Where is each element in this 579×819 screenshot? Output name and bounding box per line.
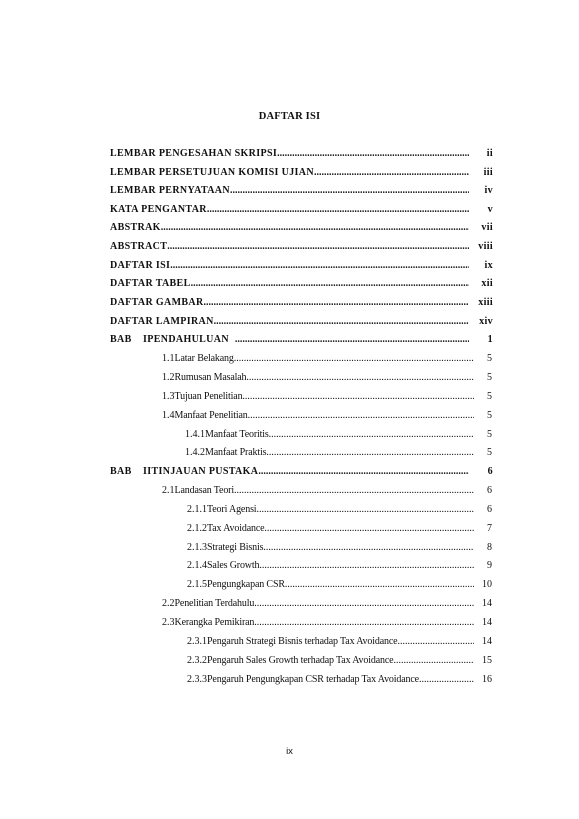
- toc-subsection-entry[interactable]: [162, 410, 492, 422]
- toc-subsection-entry[interactable]: [162, 485, 492, 497]
- toc-subsection-entry[interactable]: [187, 674, 492, 686]
- toc-label: ABSTRAK: [110, 222, 161, 233]
- chapter-number: BAB I: [110, 334, 148, 345]
- chapter-number: BAB II: [110, 466, 152, 477]
- toc-subsection-entry[interactable]: [185, 447, 492, 459]
- toc-subsection-entry[interactable]: [187, 579, 492, 591]
- toc-page-number: 1: [487, 334, 493, 345]
- dot-leader: [234, 353, 474, 365]
- toc-subsection-entry[interactable]: [187, 560, 492, 572]
- toc-entry[interactable]: [110, 148, 493, 160]
- dot-leader: [167, 241, 469, 253]
- toc-page-number: vii: [481, 222, 493, 233]
- toc-page-number: iii: [483, 167, 493, 178]
- dot-leader: [393, 655, 474, 667]
- dot-leader: [230, 185, 469, 197]
- toc-label: Kerangka Pemikiran: [174, 617, 255, 628]
- section-number: 2.3.1: [187, 636, 207, 647]
- toc-page-number: 6: [487, 485, 492, 496]
- dot-leader: [419, 674, 474, 686]
- toc-subsection-entry[interactable]: [187, 523, 492, 535]
- toc-page-number: 5: [487, 447, 492, 458]
- toc-page-number: xii: [481, 278, 493, 289]
- toc-label: Tujuan Penelitian: [174, 391, 243, 402]
- toc-label: ABSTRACT: [110, 241, 168, 252]
- toc-label: Teori Agensi: [207, 504, 257, 515]
- toc-page-number: 14: [482, 636, 492, 647]
- toc-chapter-entry[interactable]: [110, 466, 493, 478]
- toc-page-number: 5: [487, 372, 492, 383]
- dot-leader: [258, 466, 469, 478]
- toc-page-number: 9: [487, 560, 492, 571]
- toc-page-number: viii: [478, 241, 493, 252]
- toc-page-number: iv: [484, 185, 493, 196]
- toc-label: DAFTAR ISI: [110, 260, 171, 271]
- section-number: 2.2: [162, 598, 175, 609]
- dot-leader: [254, 598, 474, 610]
- section-number: 1.1: [162, 353, 175, 364]
- dot-leader: [259, 560, 474, 572]
- dot-leader: [191, 278, 469, 290]
- section-number: 1.4: [162, 410, 175, 421]
- toc-label: TINJAUAN PUSTAKA: [151, 466, 259, 477]
- toc-label: Sales Growth: [207, 560, 260, 571]
- section-number: 1.3: [162, 391, 175, 402]
- toc-subsection-entry[interactable]: [162, 353, 492, 365]
- toc-label: LEMBAR PERSETUJUAN KOMISI UJIAN: [110, 167, 314, 178]
- toc-entry[interactable]: [110, 297, 493, 309]
- dot-leader: [277, 148, 469, 160]
- toc-entry[interactable]: [110, 222, 493, 234]
- toc-label: Penelitian Terdahulu: [174, 598, 255, 609]
- toc-entry[interactable]: [110, 278, 493, 290]
- dot-leader: [207, 204, 469, 216]
- toc-page-number: xiv: [479, 316, 493, 327]
- dot-leader: [269, 429, 474, 441]
- toc-label: DAFTAR GAMBAR: [110, 297, 204, 308]
- dot-leader: [256, 504, 474, 516]
- toc-label: Latar Belakang: [174, 353, 234, 364]
- toc-page-number: 10: [482, 579, 492, 590]
- toc-page-number: v: [487, 204, 493, 215]
- dot-leader: [263, 542, 474, 554]
- toc-label: Rumusan Masalah: [174, 372, 247, 383]
- toc-page-number: xiii: [478, 297, 493, 308]
- toc-label: Strategi Bisnis: [207, 542, 264, 553]
- toc-page-number: 7: [487, 523, 492, 534]
- section-number: 2.1.2: [187, 523, 207, 534]
- toc-subsection-entry[interactable]: [187, 655, 492, 667]
- toc-subsection-entry[interactable]: [187, 504, 492, 516]
- toc-page-number: 14: [482, 617, 492, 628]
- toc-label: Pengaruh Sales Growth terhadap Tax Avoidance: [207, 655, 394, 666]
- toc-entry[interactable]: [110, 204, 493, 216]
- dot-leader: [204, 297, 469, 309]
- section-number: 2.3.2: [187, 655, 207, 666]
- toc-label: Manfaat Penelitian: [174, 410, 248, 421]
- section-number: 2.1.1: [187, 504, 207, 515]
- toc-label: Tax Avoidance: [207, 523, 265, 534]
- toc-page-number: 5: [487, 353, 492, 364]
- section-number: 2.1.5: [187, 579, 207, 590]
- toc-label: Pengaruh Strategi Bisnis terhadap Tax Avoidance: [207, 636, 398, 647]
- section-number: 2.1: [162, 485, 175, 496]
- toc-entry[interactable]: [110, 185, 493, 197]
- toc-label: DAFTAR LAMPIRAN: [110, 316, 214, 327]
- toc-label: LEMBAR PENGESAHAN SKRIPSI: [110, 148, 278, 159]
- dot-leader: [234, 485, 474, 497]
- section-number: 1.4.2: [185, 447, 205, 458]
- toc-page-number: 5: [487, 391, 492, 402]
- toc-page-number: ii: [486, 148, 493, 159]
- toc-subsection-entry[interactable]: [162, 372, 492, 384]
- toc-page-number: 8: [487, 542, 492, 553]
- toc-subsection-entry[interactable]: [187, 636, 492, 648]
- dot-leader: [242, 391, 474, 403]
- dot-leader: [246, 372, 474, 384]
- toc-label: Manfaat Teoritis: [205, 429, 269, 440]
- page-title: DAFTAR ISI: [258, 111, 321, 122]
- toc-subsection-entry[interactable]: [162, 598, 492, 610]
- page-number-footer: ix: [286, 746, 293, 757]
- section-number: 2.1.4: [187, 560, 207, 571]
- section-number: 1.4.1: [185, 429, 205, 440]
- section-number: 2.1.3: [187, 542, 207, 553]
- dot-leader: [266, 447, 474, 459]
- toc-label: LEMBAR PERNYATAAN: [110, 185, 230, 196]
- toc-page-number: 16: [482, 674, 492, 685]
- dot-leader: [161, 222, 469, 234]
- toc-page-number: 5: [487, 410, 492, 421]
- toc-page-number: 6: [487, 504, 492, 515]
- dot-leader: [397, 636, 474, 648]
- toc-entry[interactable]: [110, 167, 493, 179]
- dot-leader: [214, 316, 469, 328]
- toc-label: Manfaat Praktis: [205, 447, 267, 458]
- dot-leader: [314, 167, 469, 179]
- toc-page-number: 5: [487, 429, 492, 440]
- toc-entry[interactable]: [110, 241, 493, 253]
- dot-leader: [235, 334, 469, 346]
- toc-entry[interactable]: [110, 260, 493, 272]
- toc-subsection-entry[interactable]: [162, 391, 492, 403]
- dot-leader: [285, 579, 474, 591]
- toc-chapter-entry[interactable]: [110, 334, 493, 346]
- toc-label: Pengungkapan CSR: [207, 579, 285, 590]
- toc-label: Landasan Teori: [174, 485, 234, 496]
- toc-page-number: ix: [484, 260, 493, 271]
- dot-leader: [248, 410, 474, 422]
- section-number: 2.3.3: [187, 674, 207, 685]
- section-number: 2.3: [162, 617, 175, 628]
- toc-subsection-entry[interactable]: [187, 542, 492, 554]
- toc-label: KATA PENGANTAR: [110, 204, 207, 215]
- toc-page-number: 6: [487, 466, 493, 477]
- toc-subsection-entry[interactable]: [185, 429, 492, 441]
- toc-subsection-entry[interactable]: [162, 617, 492, 629]
- toc-page-number: 15: [482, 655, 492, 666]
- section-number: 1.2: [162, 372, 175, 383]
- dot-leader: [254, 617, 474, 629]
- toc-label: PENDAHULUAN: [147, 334, 229, 345]
- toc-page-number: 14: [482, 598, 492, 609]
- dot-leader: [264, 523, 474, 535]
- dot-leader: [170, 260, 469, 272]
- toc-label: DAFTAR TABEL: [110, 278, 191, 289]
- toc-entry[interactable]: [110, 316, 493, 328]
- toc-label: Pengaruh Pengungkapan CSR terhadap Tax Avoidance: [207, 674, 419, 685]
